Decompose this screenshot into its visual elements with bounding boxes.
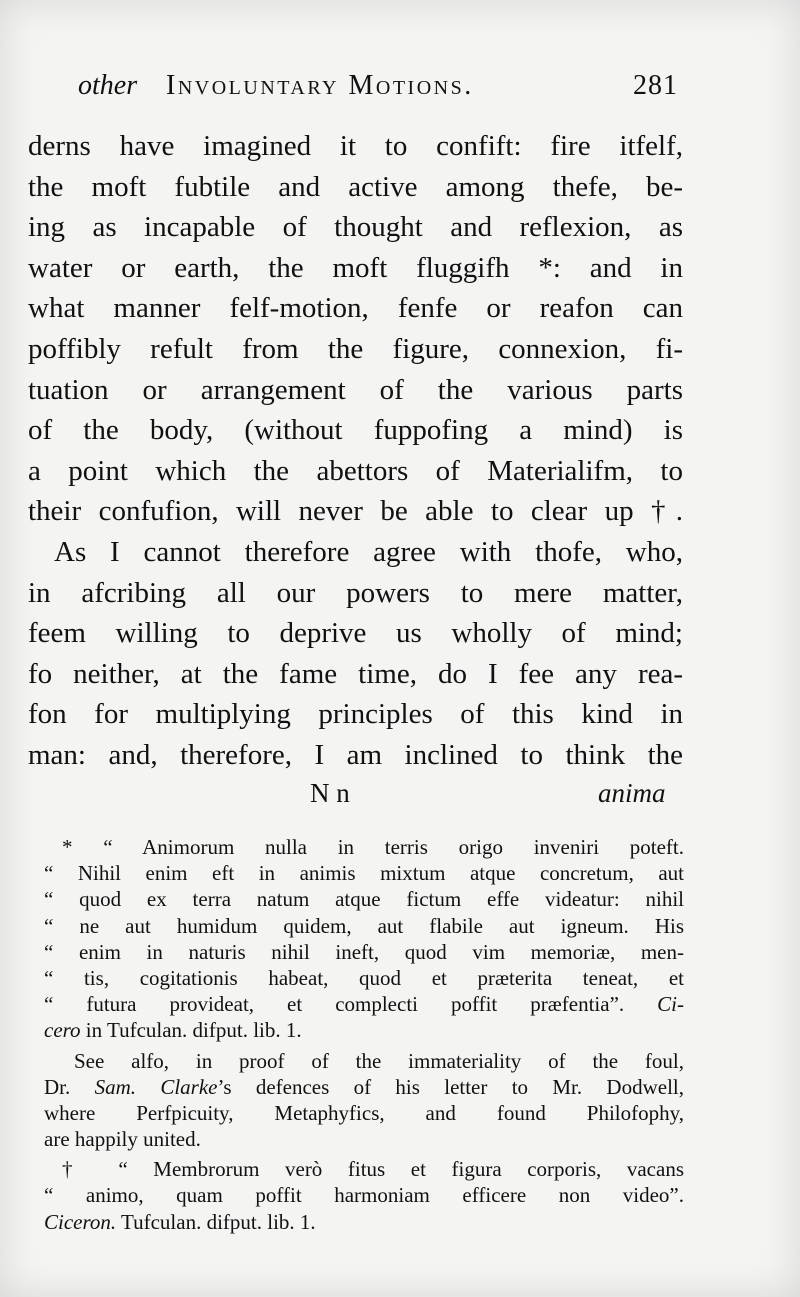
catchword: anima — [598, 778, 666, 808]
running-head-italic: other — [78, 70, 138, 101]
footnote-author: Ci- — [657, 992, 685, 1017]
footnote-line: where Perfpicuity, Metaphyfics, and found Philofophy, — [44, 1100, 684, 1125]
footnote-line — [44, 1017, 684, 1043]
footnote-text: “ futura provideat, et complecti poffit præfentia”. — [44, 992, 625, 1017]
footnote-line: † “ Membrorum verò fitus et figura corporis, vacans — [62, 1157, 684, 1182]
page-number: 281 — [633, 70, 678, 101]
text-line: of the body, (without fuppofing a mind) is — [28, 414, 683, 447]
footnotes — [44, 834, 684, 1235]
footnote-author: Sam. Clarke — [94, 1074, 218, 1099]
footnote-line: are happily united. — [44, 1127, 201, 1152]
footnote-line — [44, 991, 684, 1017]
text-line: water or earth, the moft fluggifh *: and in — [28, 251, 683, 284]
main-text — [28, 126, 683, 776]
footnote-text: Tufculan. difput. lib. 1. — [121, 1209, 316, 1234]
running-header — [78, 70, 678, 110]
footnote-line: See alfo, in proof of the immateriality of the foul, — [74, 1048, 684, 1073]
footnote-line — [44, 1074, 684, 1100]
footnote-line: “ Nihil enim eft in animis mixtum atque concretum, aut — [44, 861, 684, 886]
text-line: man: and, therefore, I am inclined to think the — [28, 738, 683, 771]
text-line: what manner felf-motion, fenfe or reafon can — [28, 292, 683, 325]
footnote-line: “ animo, quam poffit harmoniam efficere non video”. — [44, 1183, 684, 1208]
text-line: a point which the abettors of Materialifm, to — [28, 454, 683, 487]
footnote-line: “ enim in naturis nihil ineft, quod vim memoriæ, men- — [44, 939, 684, 964]
footnote-line: “ quod ex terra natum atque fictum effe videatur: nihil — [44, 887, 684, 912]
footnote-line: * “ Animorum nulla in terris origo inveniri poteft. — [62, 835, 684, 859]
text-line: the moft fubtile and active among thefe, be- — [28, 170, 683, 203]
text-line: feem willing to deprive us wholly of mind; — [28, 617, 683, 650]
footnote-text: in Tufculan. difput. lib. 1. — [85, 1018, 302, 1043]
signature-mark: N n — [310, 778, 350, 808]
footnote-line: “ ne aut humidum quidem, aut flabile aut igneum. His — [44, 913, 684, 938]
text-line: their confufion, will never be able to clear up †. — [28, 495, 683, 528]
footnote-text: ’s defences of his letter to Mr. Dodwell, — [217, 1074, 685, 1099]
running-head-title: Involuntary Motions. — [166, 70, 474, 101]
text-line-paragraph-start: As I cannot therefore agree with thofe, who, — [54, 535, 683, 568]
footnote-line — [44, 1209, 684, 1235]
signature-line — [0, 778, 800, 814]
footnote-line: “ tis, cogitationis habeat, quod et præterita teneat, et — [44, 965, 684, 990]
text-line: poffibly refult from the figure, connexion, fi- — [28, 332, 683, 365]
text-line: fo neither, at the fame time, do I fee any rea- — [28, 657, 683, 690]
footnote-author: cero — [44, 1018, 81, 1043]
text-line: derns have imagined it to confift: fire itfelf, — [28, 130, 683, 162]
text-line: in afcribing all our powers to mere matter, — [28, 576, 683, 609]
footnote-text: Dr. — [44, 1074, 71, 1099]
footnote-author: Ciceron. — [44, 1209, 117, 1234]
text-line: fon for multiplying principles of this kind in — [28, 698, 683, 731]
text-line: tuation or arrangement of the various parts — [28, 373, 683, 406]
text-line: ing as incapable of thought and reflexion, as — [28, 211, 683, 244]
